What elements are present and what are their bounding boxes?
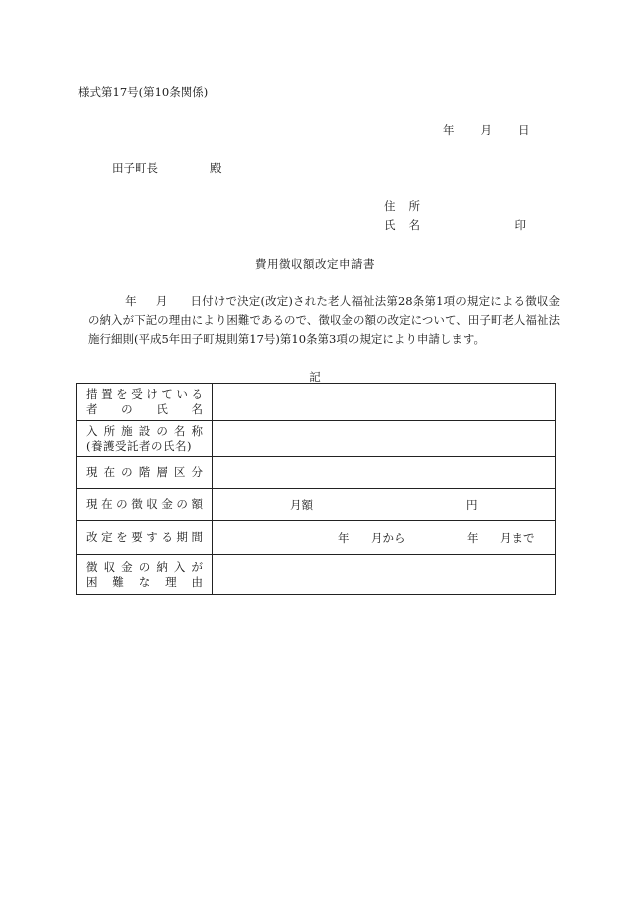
table-row [77, 489, 556, 521]
table-row [77, 555, 556, 595]
name-label: 氏名 [384, 218, 433, 232]
row-label-amount [77, 489, 213, 521]
document-title: 費用徴収額改定申請書 [255, 257, 375, 271]
addressee-name: 田子町長 [112, 161, 158, 175]
yen-label: 円 [466, 497, 478, 512]
applicant-name [384, 217, 526, 233]
label-line: 困難な理由 [86, 574, 206, 589]
table-row [77, 384, 556, 421]
row-label-period [77, 521, 213, 555]
label-line: (養護受託者の氏名) [86, 438, 192, 453]
addressee-honorific: 殿 [210, 161, 222, 175]
body-paragraph [88, 292, 560, 349]
table-row [77, 421, 556, 457]
label-line: 徴収金の納入が [86, 559, 206, 574]
period-month-to: 月まで [500, 530, 535, 545]
form-number: 様式第17号(第10条関係) [78, 85, 209, 99]
label-line: 入所施設の名称 [86, 423, 206, 438]
application-table [76, 383, 556, 595]
date-line [443, 122, 530, 138]
date-day: 日 [518, 123, 530, 137]
table-row [77, 457, 556, 489]
period-year-to: 年 [467, 530, 479, 545]
row-label-recipient [77, 384, 213, 421]
monthly-label: 月額 [290, 497, 313, 512]
reason-field[interactable] [213, 555, 556, 595]
applicant-address [384, 198, 526, 214]
body-month: 月 [155, 294, 168, 308]
label-line: 者の氏名 [86, 402, 206, 416]
period-field[interactable] [213, 521, 556, 555]
addressee [112, 160, 222, 176]
row-label-reason [77, 555, 213, 595]
label-line: 現在の徴収金の額 [86, 497, 206, 511]
date-year: 年 [443, 123, 455, 137]
recipient-name-field[interactable] [213, 384, 556, 421]
period-year-from: 年 [338, 530, 350, 545]
row-label-facility [77, 421, 213, 457]
row-label-bracket [77, 457, 213, 489]
address-label: 住所 [384, 199, 433, 213]
body-text: 日付けで決定(改定)された老人福祉法第28条第1項の規定による徴収金の納入が下記の理由により困難であるので、徴収金の額の改定について、田子町老人福祉法施行細則(平成5年田子町規則第17号)第10条第3項の規定により申請します。 [88, 294, 561, 346]
body-year: 年 [125, 294, 137, 308]
ki-heading: 記 [309, 370, 321, 384]
bracket-field[interactable] [213, 457, 556, 489]
period-month-from: 月から [371, 530, 406, 545]
label-line: 現在の階層区分 [86, 465, 206, 479]
facility-name-field[interactable] [213, 421, 556, 457]
seal-mark: 印 [514, 218, 526, 232]
date-month: 月 [480, 123, 492, 137]
label-line: 改定を要する期間 [86, 530, 206, 544]
table-row [77, 521, 556, 555]
amount-field[interactable] [213, 489, 556, 521]
label-line: 措置を受けている [86, 387, 206, 401]
